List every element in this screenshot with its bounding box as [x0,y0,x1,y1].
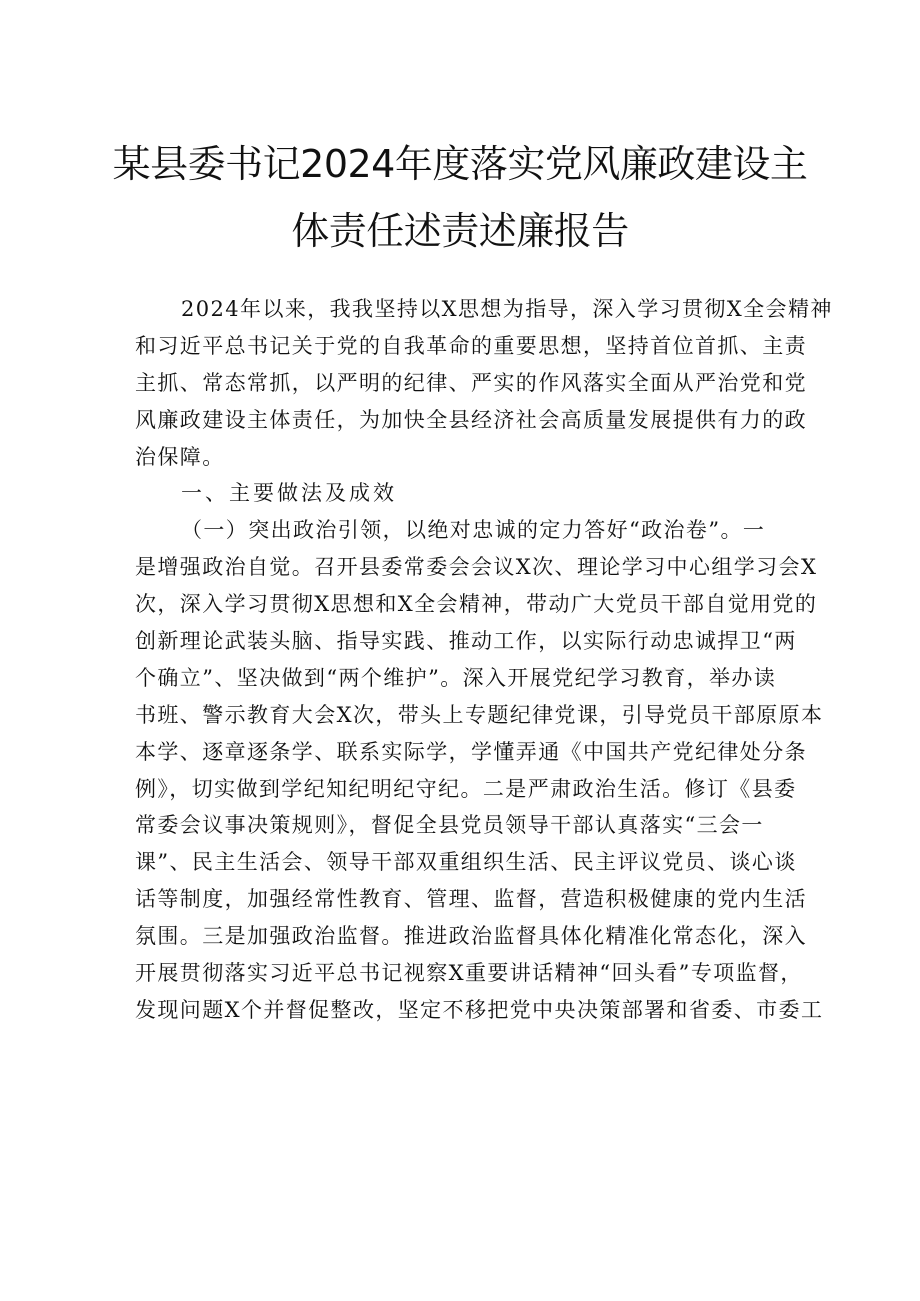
section-heading: 一、主要做法及成效 [181,481,397,506]
paragraph-line: 例》，切实做到学纪知纪明纪守纪。二是严肃政治生活。修订《县委 [135,776,797,801]
paragraph-line: 课”、民主生活会、领导干部双重组织生活、民主评议党员、谈心谈 [135,850,797,875]
paragraph-line: 话等制度，加强经常性教育、管理、监督，营造积极健康的党内生活 [135,887,807,912]
paragraph-line: 发现问题X个并督促整改，坚定不移把党中央决策部署和省委、市委工 [135,997,824,1022]
paragraph-line: 风廉政建设主体责任，为加快全县经济社会高质量发展提供有力的政 [135,407,807,432]
document-body [135,291,833,1029]
paragraph-line: 治保障。 [135,444,225,469]
paragraph-line: 本学、逐章逐条学、联系实际学，学懂弄通《中国共产党纪律处分条 [135,739,807,764]
paragraph-line: 2024年以来，我我坚持以X思想为指导，深入学习贯彻X全会精神 [181,297,833,321]
document-title-line-2: 体责任述责述廉报告 [291,209,629,253]
document-title-line-1: 某县委书记2024年度落实党风廉政建设主 [112,142,808,186]
paragraph-line: （一）突出政治引领，以绝对忠诚的定力答好“政治卷”。一 [181,518,766,543]
paragraph-line: 次，深入学习贯彻X思想和X全会精神，带动广大党员干部自觉用党的 [135,592,818,617]
paragraph-line: 主抓、常态常抓，以严明的纪律、严实的作风落实全面从严治党和党 [135,370,807,395]
paragraph-line: 创新理论武装头脑、指导实践、推动工作，以实际行动忠诚捍卫“两 [135,629,797,654]
paragraph-line: 开展贯彻落实习近平总书记视察X重要讲话精神“回头看”专项监督， [135,961,803,986]
paragraph-line: 氛围。三是加强政治监督。推进政治监督具体化精准化常态化，深入 [135,924,807,949]
paragraph-line: 书班、警示教育大会X次，带头上专题纪律党课，引导党员干部原原本 [135,702,824,727]
paragraph-line: 个确立”、坚决做到“两个维护”。深入开展党纪学习教育，举办读 [135,665,777,690]
paragraph-line: 是增强政治自觉。召开县委常委会会议X次、理论学习中心组学习会X [135,555,818,580]
paragraph-line: 和习近平总书记关于党的自我革命的重要思想，坚持首位首抓、主责 [135,333,807,358]
paragraph-line: 常委会议事决策规则》，督促全县党员领导干部认真落实“三会一 [135,813,764,838]
